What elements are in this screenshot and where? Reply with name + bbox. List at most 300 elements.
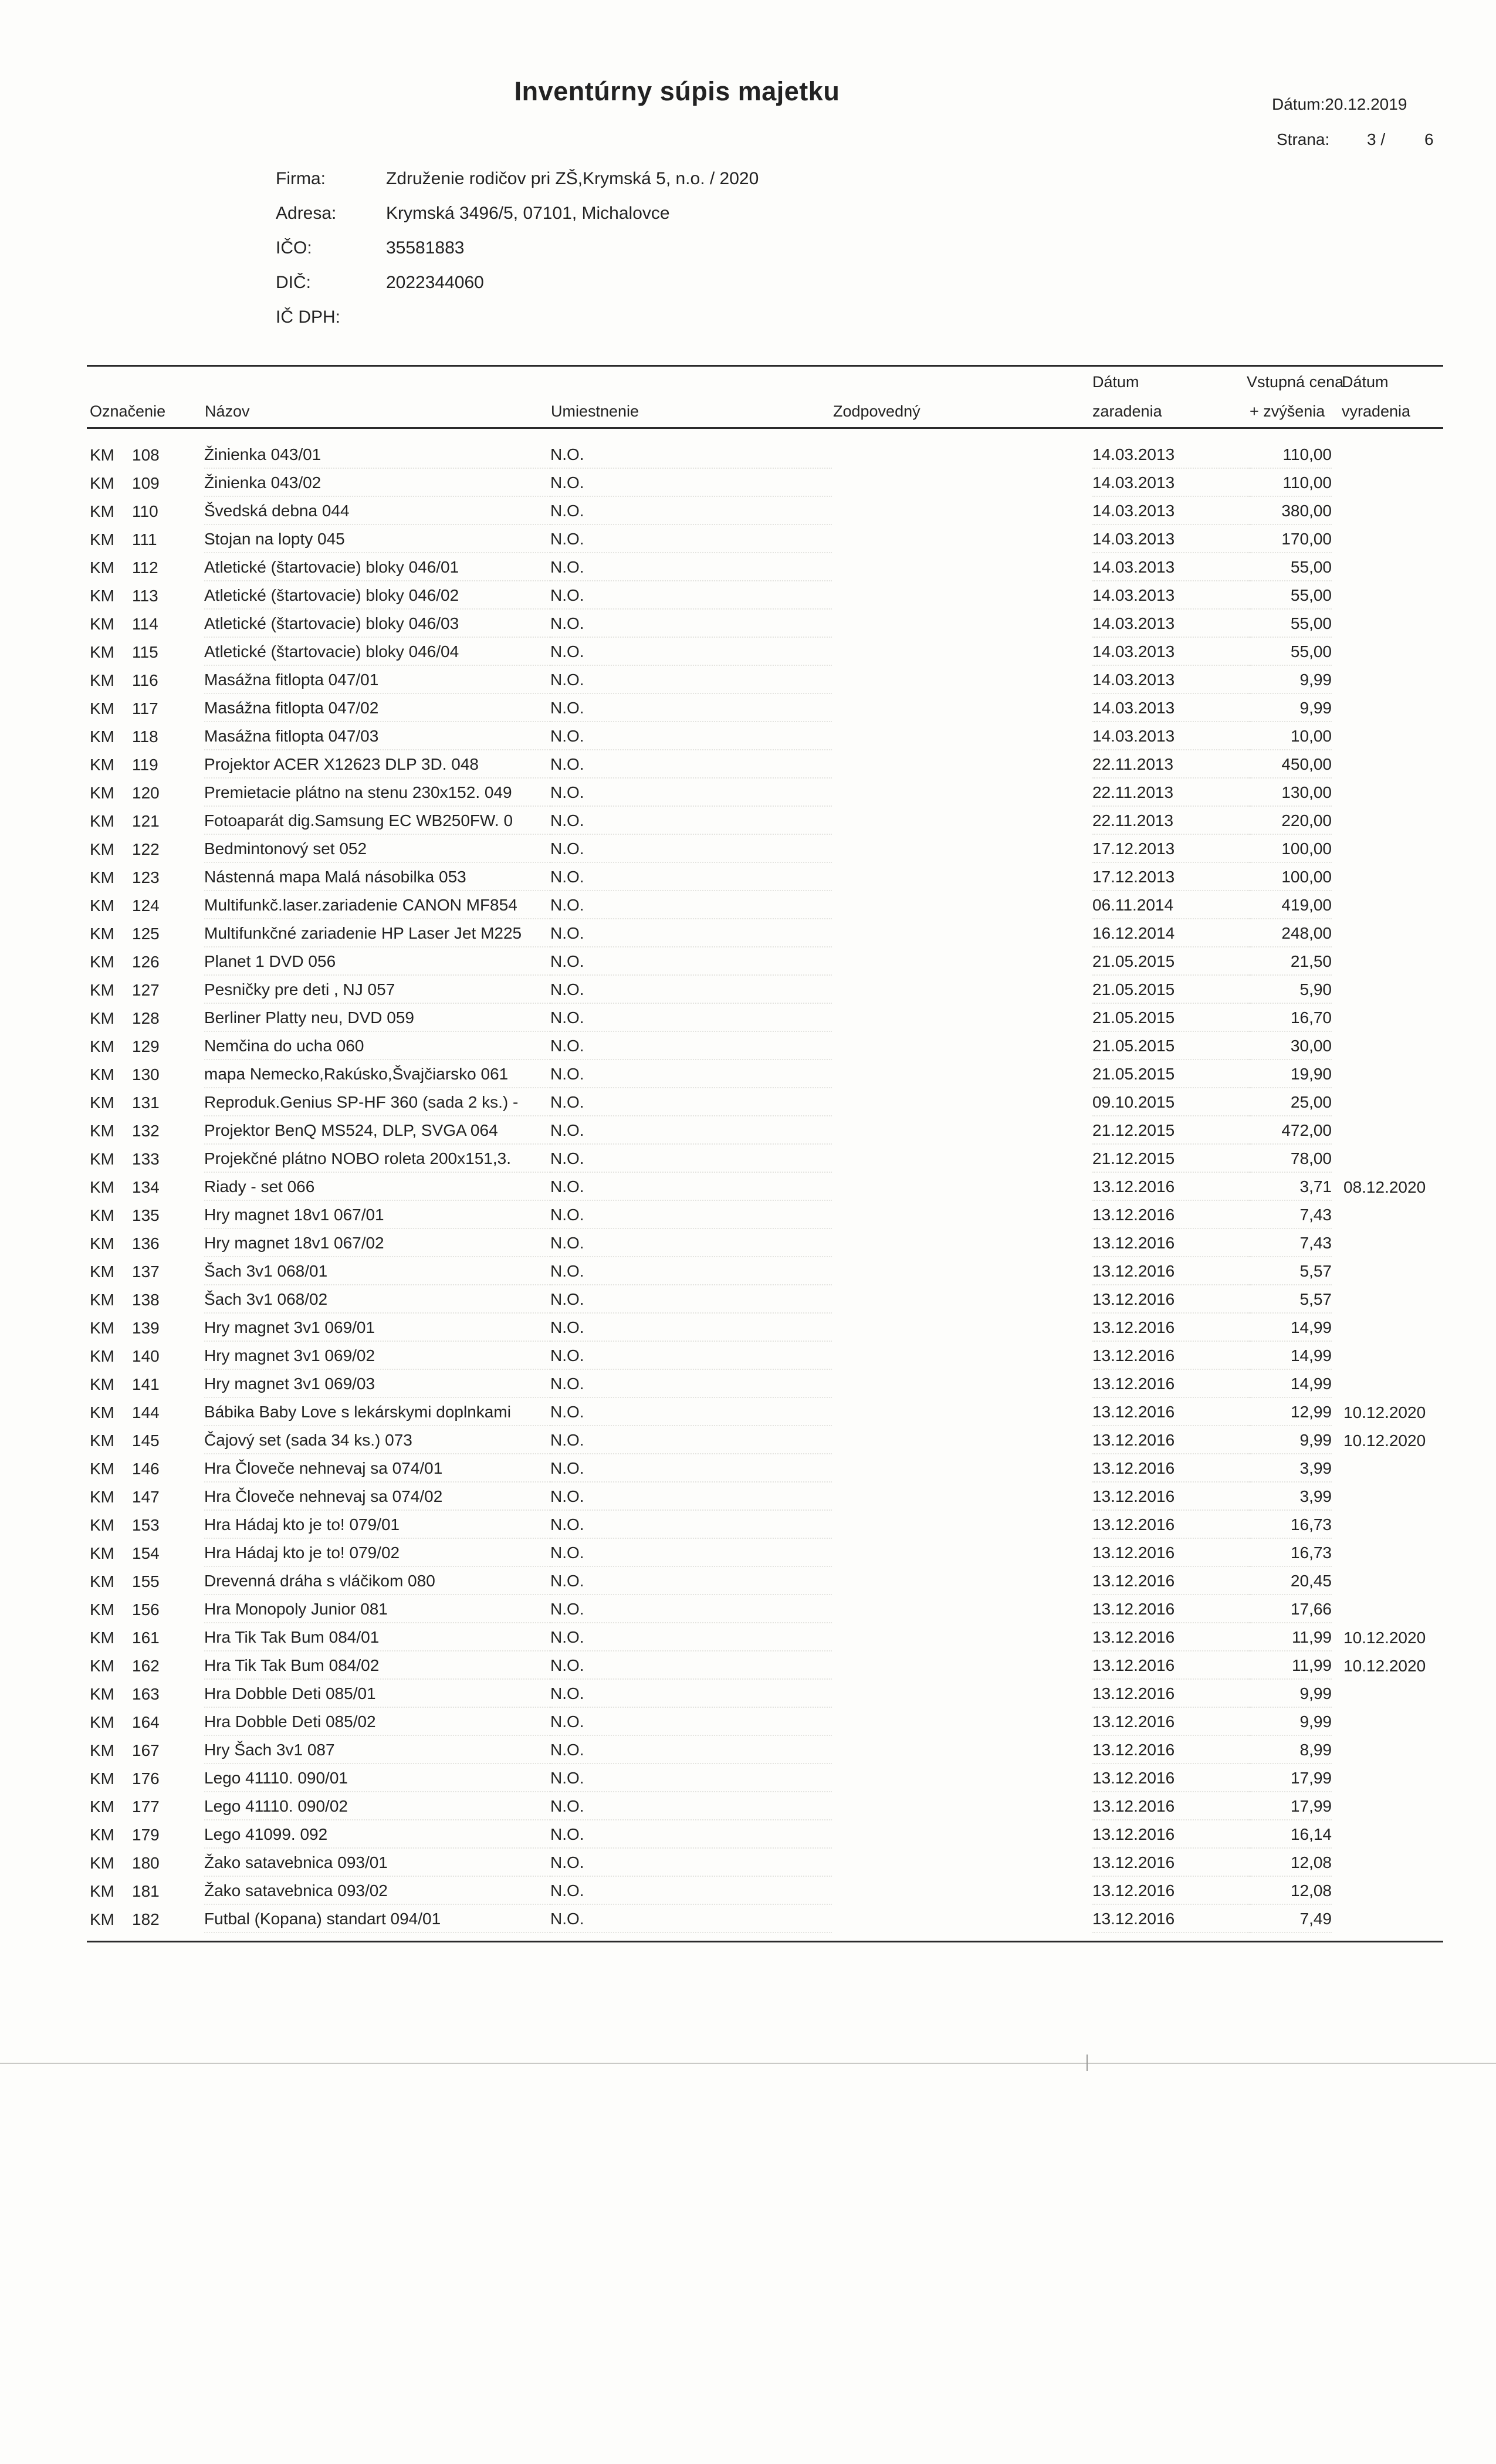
table-row (87, 948, 1443, 976)
row-date-added: 14.03.2013 (1092, 470, 1250, 497)
row-designation (87, 780, 204, 806)
row-date-removed (1332, 442, 1431, 468)
table-row (87, 1061, 1443, 1089)
row-date-added: 14.03.2013 (1092, 723, 1250, 750)
row-name: Hra Človeče nehnevaj sa 074/02 (204, 1484, 550, 1511)
row-date-removed (1332, 1118, 1431, 1144)
table-row (87, 1004, 1443, 1033)
row-name: Lego 41110. 090/01 (204, 1765, 550, 1792)
row-date-added: 13.12.2016 (1092, 1540, 1250, 1567)
row-date-removed (1332, 1372, 1431, 1397)
row-date-removed (1332, 977, 1431, 1003)
row-date-removed (1332, 1794, 1431, 1820)
icdph-label: IČ DPH: (276, 307, 341, 327)
table-top-rule (87, 365, 1443, 367)
row-entry-price: 19,90 (1250, 1061, 1332, 1088)
row-number: 182 (132, 1910, 160, 1928)
row-designation (87, 1541, 204, 1566)
row-location: N.O. (550, 526, 832, 553)
row-location: N.O. (550, 1118, 832, 1145)
row-location: N.O. (550, 1681, 832, 1708)
row-number: 130 (132, 1065, 160, 1084)
row-entry-price: 220,00 (1250, 808, 1332, 835)
row-designation (87, 1259, 204, 1285)
row-date-added: 13.12.2016 (1092, 1399, 1250, 1426)
row-date-removed (1332, 611, 1431, 637)
row-name: Fotoaparát dig.Samsung EC WB250FW. 0 (204, 808, 550, 835)
row-designation (87, 1118, 204, 1144)
row-name: Hry Šach 3v1 087 (204, 1737, 550, 1764)
row-location: N.O. (550, 1230, 832, 1257)
row-designation (87, 668, 204, 693)
row-designation (87, 1822, 204, 1848)
row-designation (87, 1175, 204, 1200)
row-date-removed (1332, 808, 1431, 834)
row-location: N.O. (550, 752, 832, 779)
row-responsible (832, 1710, 1092, 1735)
table-row (87, 441, 1443, 469)
row-location: N.O. (550, 1793, 832, 1820)
row-responsible (832, 1484, 1092, 1510)
row-date-added: 21.12.2015 (1092, 1146, 1250, 1173)
table-row (87, 497, 1443, 526)
row-number: 134 (132, 1178, 160, 1196)
row-number: 113 (132, 587, 158, 605)
row-entry-price: 9,99 (1250, 667, 1332, 694)
row-date-added: 13.12.2016 (1092, 1822, 1250, 1849)
row-name: Berliner Platty neu, DVD 059 (204, 1005, 550, 1032)
row-responsible (832, 471, 1092, 496)
row-prefix: KM (90, 756, 114, 774)
row-date-removed (1332, 1907, 1431, 1932)
row-location: N.O. (550, 1343, 832, 1370)
row-date-added: 13.12.2016 (1092, 1878, 1250, 1905)
row-designation (87, 1850, 204, 1876)
row-date-added: 14.03.2013 (1092, 695, 1250, 722)
row-location: N.O. (550, 1427, 832, 1454)
row-number: 138 (132, 1291, 160, 1309)
row-responsible (832, 1569, 1092, 1595)
row-prefix: KM (90, 587, 114, 605)
row-number: 163 (132, 1685, 160, 1703)
row-designation (87, 1372, 204, 1397)
row-designation (87, 696, 204, 722)
row-responsible (832, 977, 1092, 1003)
row-prefix: KM (90, 1347, 114, 1365)
row-date-removed (1332, 1738, 1431, 1764)
row-responsible (832, 1738, 1092, 1764)
row-date-removed (1332, 1146, 1431, 1172)
row-number: 164 (132, 1713, 160, 1731)
row-prefix: KM (90, 925, 114, 943)
row-date-removed (1332, 527, 1431, 553)
row-prefix: KM (90, 643, 114, 661)
row-date-removed (1332, 1850, 1431, 1876)
row-responsible (832, 1175, 1092, 1200)
row-responsible (832, 724, 1092, 750)
table-row (87, 1765, 1443, 1793)
row-designation (87, 1315, 204, 1341)
row-location: N.O. (550, 1146, 832, 1173)
row-responsible (832, 1259, 1092, 1285)
row-entry-price: 11,99 (1250, 1653, 1332, 1680)
row-entry-price: 55,00 (1250, 639, 1332, 666)
row-location: N.O. (550, 836, 832, 863)
row-location: N.O. (550, 1174, 832, 1201)
page-title: Inventúrny súpis majetku (514, 76, 840, 106)
row-prefix: KM (90, 1685, 114, 1703)
row-prefix: KM (90, 1882, 114, 1900)
col-header-date-added-1: Dátum (1092, 373, 1139, 391)
row-location: N.O. (550, 1202, 832, 1229)
print-date: Dátum:20.12.2019 (1272, 95, 1407, 113)
row-date-removed: 10.12.2020 (1343, 1403, 1426, 1421)
row-location: N.O. (550, 1906, 832, 1933)
row-date-removed (1332, 1259, 1431, 1285)
row-entry-price: 130,00 (1250, 780, 1332, 807)
row-responsible (832, 1653, 1092, 1679)
row-name: Nástenná mapa Malá násobilka 053 (204, 864, 550, 891)
row-number: 128 (132, 1009, 160, 1027)
row-responsible (832, 1428, 1092, 1454)
row-date-added: 13.12.2016 (1092, 1653, 1250, 1680)
row-date-removed (1332, 865, 1431, 891)
row-number: 147 (132, 1488, 160, 1506)
row-number: 122 (132, 840, 160, 858)
row-prefix: KM (90, 1516, 114, 1534)
page-number-label: Strana: (1277, 130, 1330, 148)
row-designation (87, 724, 204, 750)
table-bottom-rule (87, 1941, 1443, 1942)
row-prefix: KM (90, 896, 114, 915)
row-number: 177 (132, 1798, 160, 1816)
row-name: Drevenná dráha s vláčikom 080 (204, 1568, 550, 1595)
row-entry-price: 110,00 (1250, 470, 1332, 497)
row-designation (87, 1146, 204, 1172)
row-name: Riady - set 066 (204, 1174, 550, 1201)
row-entry-price: 7,43 (1250, 1202, 1332, 1229)
table-row (87, 1708, 1443, 1737)
row-number: 111 (132, 530, 157, 549)
row-responsible (832, 499, 1092, 524)
row-prefix: KM (90, 1037, 114, 1055)
row-number: 112 (132, 559, 158, 577)
row-entry-price: 419,00 (1250, 892, 1332, 919)
row-date-removed (1332, 1569, 1431, 1595)
table-row (87, 666, 1443, 695)
row-number: 139 (132, 1319, 160, 1337)
row-designation (87, 442, 204, 468)
table-row (87, 1342, 1443, 1370)
table-row (87, 1370, 1443, 1399)
row-name: Hra Dobble Deti 085/01 (204, 1681, 550, 1708)
row-designation (87, 1034, 204, 1060)
row-prefix: KM (90, 1798, 114, 1816)
row-prefix: KM (90, 1910, 114, 1928)
scan-artifact-tick (1087, 2055, 1088, 2071)
row-date-added: 13.12.2016 (1092, 1906, 1250, 1933)
row-name: Hra Hádaj kto je to! 079/01 (204, 1512, 550, 1539)
row-entry-price: 9,99 (1250, 695, 1332, 722)
row-prefix: KM (90, 840, 114, 858)
row-location: N.O. (550, 1456, 832, 1483)
row-entry-price: 16,70 (1250, 1005, 1332, 1032)
row-prefix: KM (90, 559, 114, 577)
row-date-removed (1332, 1456, 1431, 1482)
table-row (87, 554, 1443, 582)
row-date-added: 13.12.2016 (1092, 1287, 1250, 1314)
col-header-name: Názov (205, 402, 250, 420)
row-location: N.O. (550, 442, 832, 469)
row-entry-price: 9,99 (1250, 1427, 1332, 1454)
page-number-total: 6 (1424, 130, 1434, 148)
row-responsible (832, 893, 1092, 919)
row-number: 161 (132, 1629, 160, 1647)
row-date-added: 13.12.2016 (1092, 1596, 1250, 1623)
row-designation (87, 949, 204, 975)
row-number: 125 (132, 925, 160, 943)
row-entry-price: 5,57 (1250, 1258, 1332, 1285)
col-header-responsible: Zodpovedný (833, 402, 920, 420)
row-prefix: KM (90, 1600, 114, 1619)
row-entry-price: 3,99 (1250, 1484, 1332, 1511)
row-designation (87, 1090, 204, 1116)
row-date-removed (1332, 499, 1431, 524)
row-location: N.O. (550, 1315, 832, 1342)
row-prefix: KM (90, 530, 114, 549)
row-number: 176 (132, 1769, 160, 1788)
row-prefix: KM (90, 812, 114, 830)
row-entry-price: 78,00 (1250, 1146, 1332, 1173)
row-date-removed (1332, 471, 1431, 496)
row-entry-price: 21,50 (1250, 949, 1332, 976)
row-location: N.O. (550, 949, 832, 976)
row-date-removed (1332, 1090, 1431, 1116)
row-entry-price: 55,00 (1250, 583, 1332, 610)
row-date-removed (1332, 752, 1431, 778)
row-number: 141 (132, 1375, 160, 1393)
row-date-removed (1332, 1231, 1431, 1257)
row-name: Čajový set (sada 34 ks.) 073 (204, 1427, 550, 1454)
row-name: Hra Tik Tak Bum 084/01 (204, 1624, 550, 1651)
row-designation (87, 1343, 204, 1369)
row-date-added: 13.12.2016 (1092, 1681, 1250, 1708)
row-responsible (832, 921, 1092, 947)
row-name: Hra Človeče nehnevaj sa 074/01 (204, 1456, 550, 1483)
row-date-added: 22.11.2013 (1092, 808, 1250, 835)
row-responsible (832, 639, 1092, 665)
row-location: N.O. (550, 780, 832, 807)
row-responsible (832, 1766, 1092, 1792)
row-date-added: 13.12.2016 (1092, 1793, 1250, 1820)
row-location: N.O. (550, 1653, 832, 1680)
row-responsible (832, 1006, 1092, 1031)
row-date-removed: 10.12.2020 (1343, 1431, 1426, 1450)
row-location: N.O. (550, 639, 832, 666)
row-entry-price: 100,00 (1250, 836, 1332, 863)
row-date-removed (1332, 1541, 1431, 1566)
row-prefix: KM (90, 474, 114, 492)
row-entry-price: 5,90 (1250, 977, 1332, 1004)
row-number: 153 (132, 1516, 160, 1534)
row-date-added: 06.11.2014 (1092, 892, 1250, 919)
row-entry-price: 12,08 (1250, 1850, 1332, 1877)
row-number: 154 (132, 1544, 160, 1562)
table-row (87, 1905, 1443, 1934)
row-designation (87, 893, 204, 919)
row-responsible (832, 1287, 1092, 1313)
ico-value: 35581883 (386, 238, 465, 258)
table-row (87, 1568, 1443, 1596)
row-location: N.O. (550, 1399, 832, 1426)
row-entry-price: 9,99 (1250, 1681, 1332, 1708)
row-entry-price: 3,71 (1250, 1174, 1332, 1201)
col-header-price-1: Vstupná cena (1247, 373, 1344, 391)
company-adresa (276, 204, 759, 238)
row-entry-price: 9,99 (1250, 1709, 1332, 1736)
row-responsible (832, 555, 1092, 581)
row-designation (87, 611, 204, 637)
row-date-removed (1332, 1879, 1431, 1904)
row-designation (87, 1569, 204, 1595)
row-location: N.O. (550, 1540, 832, 1567)
row-name: Hra Hádaj kto je to! 079/02 (204, 1540, 550, 1567)
row-date-added: 13.12.2016 (1092, 1258, 1250, 1285)
table-row (87, 1877, 1443, 1905)
row-prefix: KM (90, 1291, 114, 1309)
row-number: 123 (132, 868, 160, 886)
row-responsible (832, 1625, 1092, 1651)
row-prefix: KM (90, 953, 114, 971)
row-designation (87, 1597, 204, 1623)
row-number: 140 (132, 1347, 160, 1365)
row-designation (87, 1287, 204, 1313)
row-responsible (832, 696, 1092, 722)
row-date-added: 17.12.2013 (1092, 836, 1250, 863)
row-date-added: 13.12.2016 (1092, 1230, 1250, 1257)
row-name: Projektor ACER X12623 DLP 3D. 048 (204, 752, 550, 779)
row-date-added: 16.12.2014 (1092, 920, 1250, 947)
row-location: N.O. (550, 1822, 832, 1849)
row-number: 126 (132, 953, 160, 971)
row-location: N.O. (550, 667, 832, 694)
row-name: Šach 3v1 068/01 (204, 1258, 550, 1285)
table-row (87, 1201, 1443, 1230)
row-location: N.O. (550, 1709, 832, 1736)
row-prefix: KM (90, 1544, 114, 1562)
row-designation (87, 583, 204, 609)
row-designation (87, 1203, 204, 1228)
row-responsible (832, 1907, 1092, 1932)
row-name: Atletické (štartovacie) bloky 046/01 (204, 554, 550, 581)
row-name: Stojan na lopty 045 (204, 526, 550, 553)
row-prefix: KM (90, 868, 114, 886)
row-date-added: 13.12.2016 (1092, 1371, 1250, 1398)
table-row (87, 1258, 1443, 1286)
row-date-added: 13.12.2016 (1092, 1568, 1250, 1595)
row-date-added: 13.12.2016 (1092, 1512, 1250, 1539)
row-name: Hra Monopoly Junior 081 (204, 1596, 550, 1623)
row-designation (87, 555, 204, 581)
row-designation (87, 865, 204, 891)
row-name: Premietacie plátno na stenu 230x152. 049 (204, 780, 550, 807)
row-responsible (832, 583, 1092, 609)
row-entry-price: 472,00 (1250, 1118, 1332, 1145)
row-designation (87, 1653, 204, 1679)
row-date-removed (1332, 1062, 1431, 1088)
row-date-removed (1332, 724, 1431, 750)
row-date-removed (1332, 668, 1431, 693)
row-number: 119 (132, 756, 158, 774)
row-name: Nemčina do ucha 060 (204, 1033, 550, 1060)
row-prefix: KM (90, 1263, 114, 1281)
row-responsible (832, 1118, 1092, 1144)
row-entry-price: 8,99 (1250, 1737, 1332, 1764)
table-row (87, 695, 1443, 723)
table-row (87, 1145, 1443, 1173)
row-location: N.O. (550, 1737, 832, 1764)
row-name: Masážna fitlopta 047/03 (204, 723, 550, 750)
row-name: mapa Nemecko,Rakúsko,Švajčiarsko 061 (204, 1061, 550, 1088)
row-date-added: 21.12.2015 (1092, 1118, 1250, 1145)
table-row (87, 1539, 1443, 1568)
row-name: Planet 1 DVD 056 (204, 949, 550, 976)
row-location: N.O. (550, 1371, 832, 1398)
row-number: 108 (132, 446, 160, 464)
row-name: Atletické (štartovacie) bloky 046/03 (204, 611, 550, 638)
table-row (87, 1680, 1443, 1708)
company-dic (276, 273, 759, 307)
row-date-added: 22.11.2013 (1092, 780, 1250, 807)
row-designation (87, 1456, 204, 1482)
row-date-added: 14.03.2013 (1092, 639, 1250, 666)
row-number: 110 (132, 502, 158, 520)
row-date-removed (1332, 893, 1431, 919)
table-row (87, 1033, 1443, 1061)
row-date-added: 13.12.2016 (1092, 1709, 1250, 1736)
row-date-removed (1332, 1006, 1431, 1031)
row-prefix: KM (90, 1178, 114, 1196)
scan-artifact-line (0, 2063, 1496, 2064)
row-date-removed (1332, 1203, 1431, 1228)
row-responsible (832, 611, 1092, 637)
row-entry-price: 11,99 (1250, 1624, 1332, 1651)
dic-label: DIČ: (276, 273, 311, 292)
row-entry-price: 17,66 (1250, 1596, 1332, 1623)
row-designation (87, 1400, 204, 1426)
row-responsible (832, 808, 1092, 834)
table-row (87, 835, 1443, 864)
row-number: 127 (132, 981, 160, 999)
table-row (87, 1652, 1443, 1680)
row-date-removed (1332, 1315, 1431, 1341)
row-entry-price: 3,99 (1250, 1456, 1332, 1483)
row-date-added: 13.12.2016 (1092, 1202, 1250, 1229)
row-date-removed (1332, 1484, 1431, 1510)
row-prefix: KM (90, 1375, 114, 1393)
row-entry-price: 10,00 (1250, 723, 1332, 750)
row-location: N.O. (550, 695, 832, 722)
row-location: N.O. (550, 1512, 832, 1539)
row-date-removed (1332, 1512, 1431, 1538)
row-date-added: 13.12.2016 (1092, 1850, 1250, 1877)
col-header-price-2: + zvýšenia (1250, 402, 1325, 420)
row-entry-price: 55,00 (1250, 554, 1332, 581)
row-name: Lego 41110. 090/02 (204, 1793, 550, 1820)
row-location: N.O. (550, 1596, 832, 1623)
adresa-value: Krymská 3496/5, 07101, Michalovce (386, 204, 670, 223)
row-location: N.O. (550, 1878, 832, 1905)
